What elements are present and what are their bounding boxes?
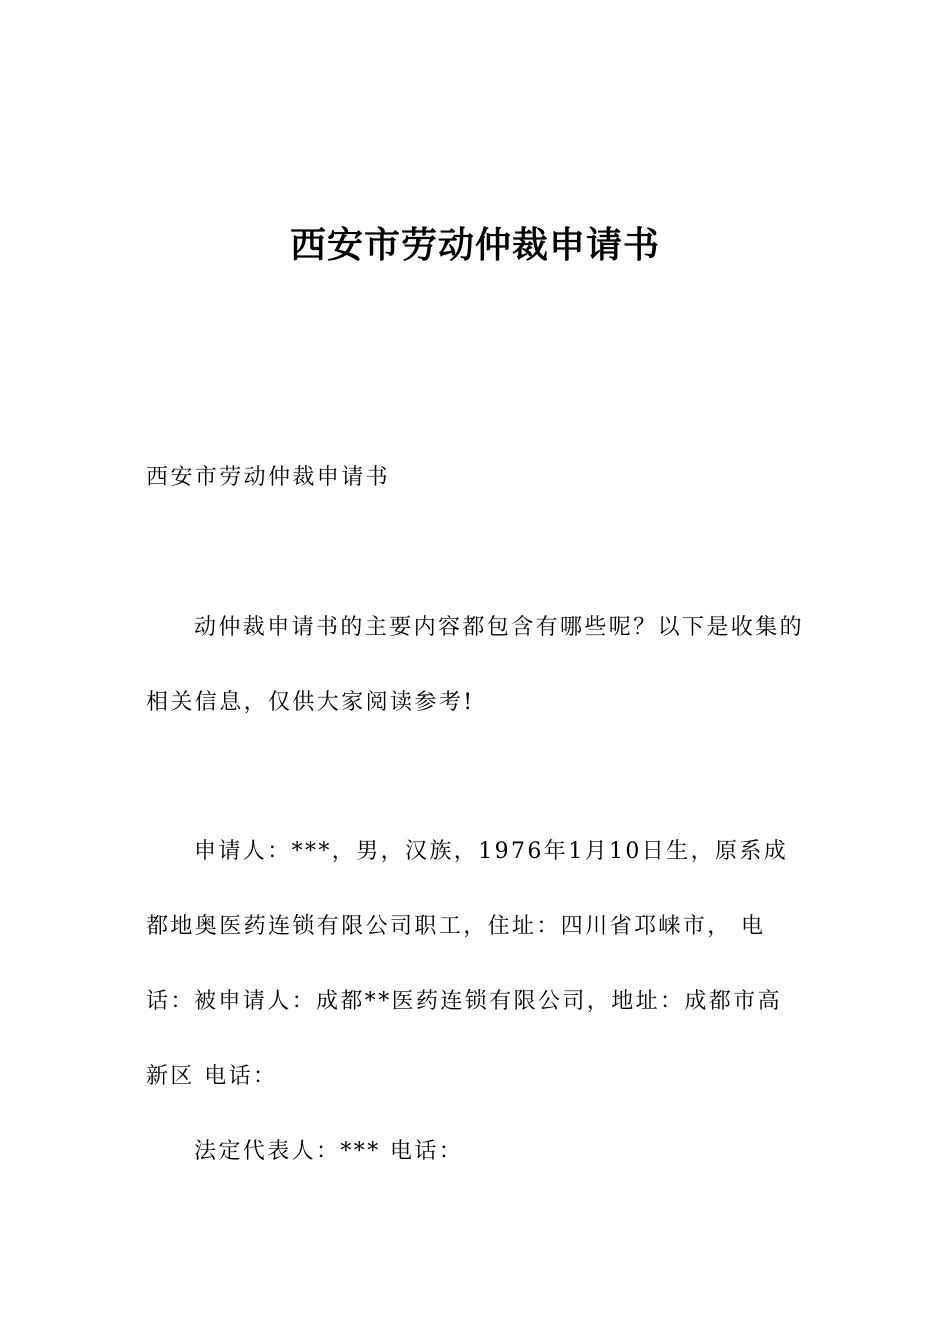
intro-paragraph: 动仲裁申请书的主要内容都包含有哪些呢？以下是收集的相关信息，仅供大家阅读参考! — [146, 615, 805, 715]
document-subtitle: 西安市劳动仲裁申请书 — [146, 465, 391, 490]
legal-representative-paragraph: 法定代表人：*** 电话： — [194, 1139, 464, 1164]
respondent-paragraph: 被申请人：成都**医药连锁有限公司，地址：成都市高新区 电话： — [146, 989, 783, 1089]
applicant-paragraph: 申请人：***，男，汉族，1976年1月10日生，原系成都地奥医药连锁有限公司职工，住址：四川省邛崃市， 电话： — [146, 839, 789, 1014]
document-title: 西安市劳动仲裁申请书 — [289, 225, 660, 266]
